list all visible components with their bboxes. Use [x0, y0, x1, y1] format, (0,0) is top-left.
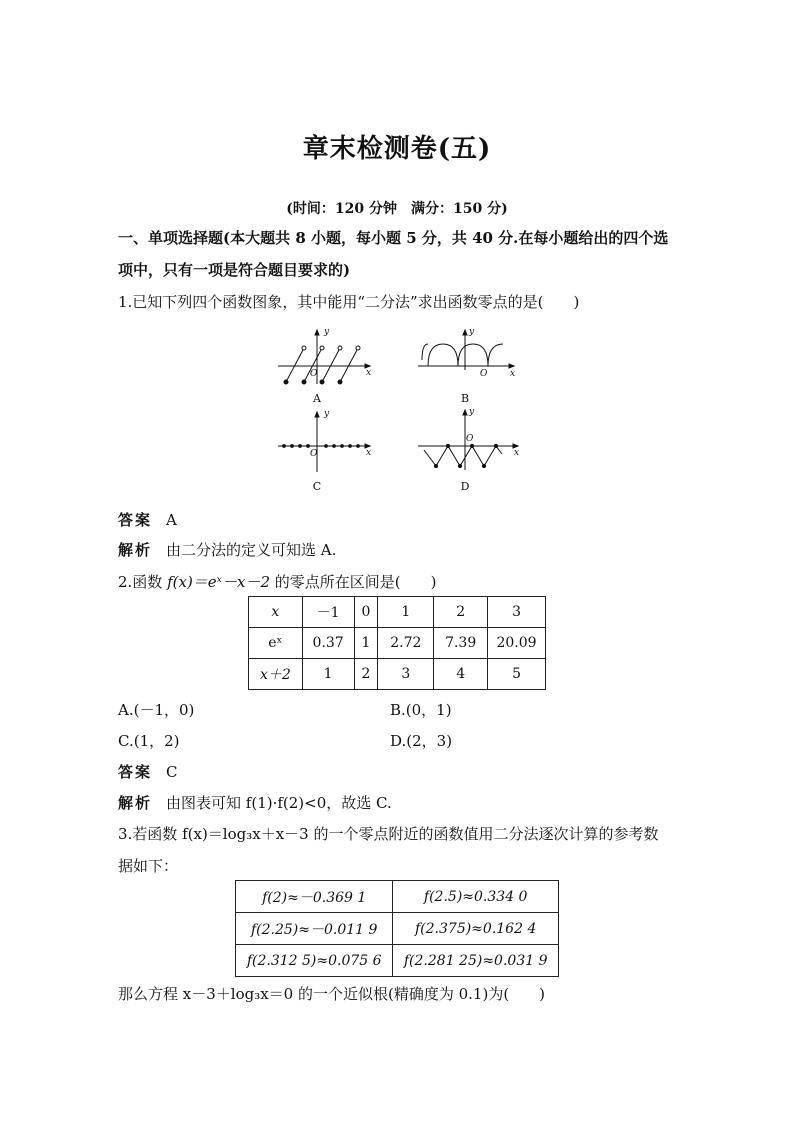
graph-d-label: D	[460, 480, 470, 493]
page-title: 章末检测卷(五)	[302, 134, 492, 164]
q2-function: f(x)＝eˣ－x－2	[167, 573, 271, 591]
table-cell: f(2)≈－0.369 1	[236, 881, 393, 913]
q2-suffix: 的零点所在区间是( )	[270, 573, 437, 591]
q2-analysis	[118, 793, 392, 813]
question-3-ask: 那么方程 x－3＋log₃x＝0 的一个近似根(精确度为 0.1)为( )	[118, 985, 546, 1003]
question-3: 3.若函数 f(x)＝log₃x＋x－3 的一个零点附近的函数值用二分法逐次计算的参考数	[118, 825, 659, 843]
question-3-cont: 据如下：	[118, 857, 179, 875]
table-row	[236, 881, 559, 913]
q2-answer	[118, 762, 178, 782]
table-cell: －1	[302, 597, 354, 628]
graph-c-origin: O	[310, 449, 318, 459]
section-heading: 一、单项选择题(本大题共 8 小题，每小题 5 分，共 40 分.在每小题给出的四个选	[118, 229, 669, 247]
table-cell: f(2.5)≈0.334 0	[393, 881, 559, 913]
q1-analysis	[118, 540, 336, 560]
answer-label: 答案	[118, 763, 153, 781]
q2-prefix: 2.函数	[118, 573, 168, 591]
analysis-text: 由图表可知 f(1)·f(2)<0，故选 C.	[166, 794, 392, 812]
graph-d-y-label: y	[469, 407, 475, 417]
q2-option-d: D.(2，3)	[390, 732, 453, 750]
graph-d-origin: O	[466, 434, 474, 444]
graph-b-y-label: y	[469, 327, 475, 337]
q2-option-a: A.(－1，0)	[118, 701, 195, 719]
graph-b-origin: O	[480, 369, 488, 379]
graph-c-label: C	[312, 480, 322, 493]
q1-answer	[118, 510, 177, 530]
table-cell: 1	[354, 628, 378, 659]
table-cell: x＋2	[249, 659, 303, 690]
q2-option-b: B.(0，1)	[390, 701, 452, 719]
table-cell: 1	[302, 659, 354, 690]
question-1: 1.已知下列四个函数图象，其中能用“二分法”求出函数零点的是( )	[118, 293, 580, 311]
function-graphs	[270, 322, 530, 498]
table-cell: 5	[488, 659, 546, 690]
q2-option-c: C.(1，2)	[118, 732, 180, 750]
section-heading-cont: 项中，只有一项是符合题目要求的)	[118, 261, 351, 279]
exam-info: (时间：120 分钟 满分：150 分)	[286, 201, 508, 217]
table-cell: x	[249, 597, 303, 628]
graph-a-y-label: y	[324, 327, 330, 337]
table-cell: f(2.312 5)≈0.075 6	[236, 945, 393, 977]
graph-b	[418, 330, 514, 370]
table-cell: 4	[434, 659, 488, 690]
answer-value: A	[166, 511, 177, 529]
graph-b-x-label: x	[510, 369, 516, 379]
table-cell: f(2.375)≈0.162 4	[393, 913, 559, 945]
table-cell: 20.09	[488, 628, 546, 659]
table-row	[249, 597, 546, 628]
table-cell: 1	[378, 597, 434, 628]
graph-c-y-label: y	[324, 409, 330, 419]
analysis-label: 解析	[118, 541, 153, 559]
graph-d-x-label: x	[514, 448, 520, 458]
graph-c	[278, 412, 370, 472]
table-cell: eˣ	[249, 628, 303, 659]
table-cell: 0	[354, 597, 378, 628]
graph-a-label: A	[313, 392, 321, 405]
q3-table	[235, 880, 559, 977]
graph-b-label: B	[460, 392, 470, 405]
table-cell: 3	[378, 659, 434, 690]
table-cell: f(2.281 25)≈0.031 9	[393, 945, 559, 977]
answer-label: 答案	[118, 511, 153, 529]
q2-table	[248, 596, 546, 690]
table-cell: f(2.25)≈－0.011 9	[236, 913, 393, 945]
table-cell: 2.72	[378, 628, 434, 659]
graph-a	[278, 330, 370, 384]
table-row	[236, 913, 559, 945]
table-row	[249, 628, 546, 659]
table-cell: 2	[354, 659, 378, 690]
table-row	[236, 945, 559, 977]
graph-a-x-label: x	[366, 368, 372, 378]
table-cell: 2	[434, 597, 488, 628]
graph-c-x-label: x	[366, 448, 372, 458]
analysis-label: 解析	[118, 794, 153, 812]
answer-value: C	[166, 763, 178, 781]
table-cell: 7.39	[434, 628, 488, 659]
analysis-text: 由二分法的定义可知选 A.	[166, 541, 337, 559]
table-cell: 3	[488, 597, 546, 628]
question-2	[118, 572, 437, 592]
graph-a-origin: O	[310, 369, 318, 379]
table-cell: 0.37	[302, 628, 354, 659]
table-row	[249, 659, 546, 690]
